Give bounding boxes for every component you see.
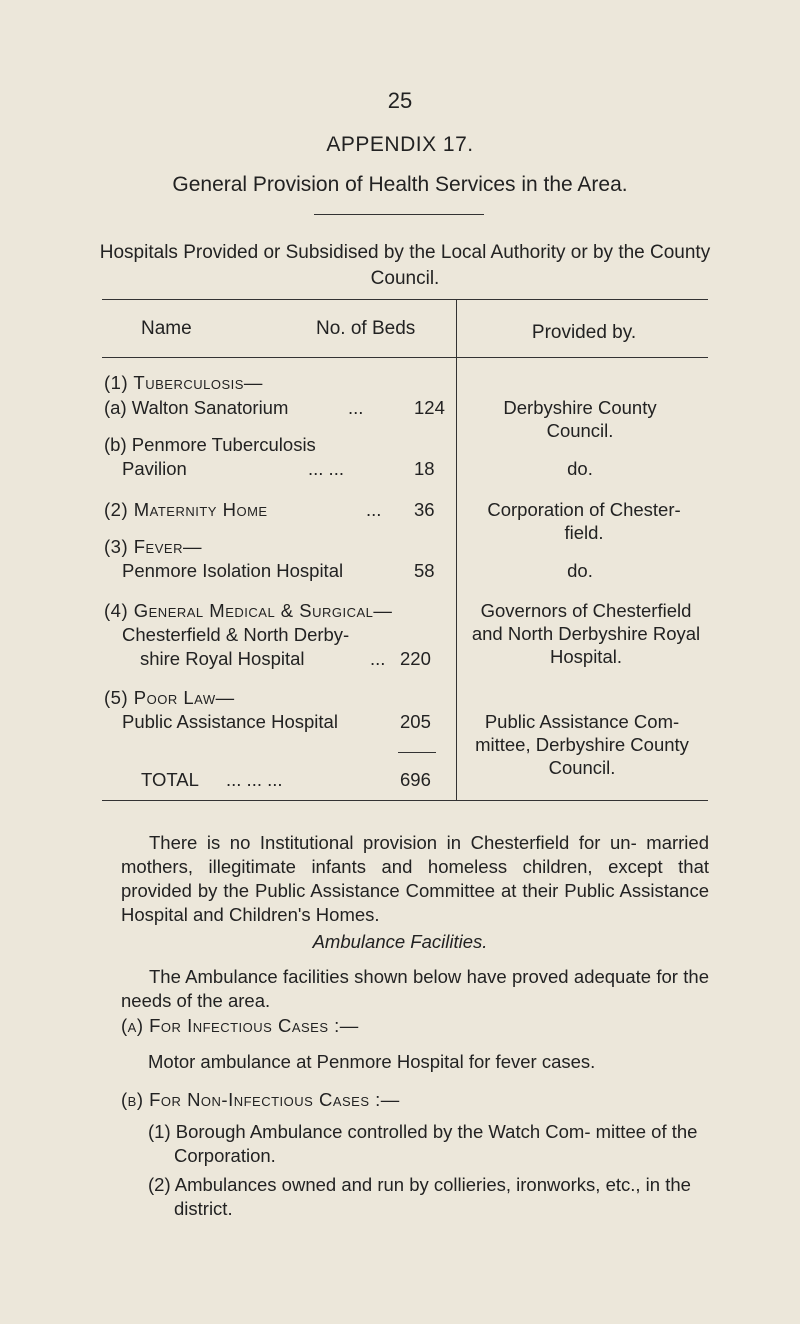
row-walton-dots: ...	[348, 397, 364, 418]
total-beds: 696	[400, 769, 431, 790]
institutional-paragraph: There is no Institutional provision in Chesterfield for un- married mothers, illegitimate infants and homeless children, except that provided by the Public Assistance Committee at their Public Assistance Hospital and Children's Homes.	[121, 832, 709, 925]
row-fever-provider: do.	[567, 560, 593, 581]
table-header-rule	[102, 357, 708, 358]
header-provided-by: Provided by.	[531, 322, 637, 343]
row-walton-provider: Derbyshire County Council.	[503, 397, 657, 441]
row-penmore-tb-dots: ... ...	[308, 458, 344, 479]
fever-heading: (3) Fever—	[104, 536, 202, 557]
page-number: 25	[387, 88, 413, 113]
row-poorlaw-name: Public Assistance Hospital	[122, 711, 338, 732]
non-infectious-label-text: (b) For Non-Infectious Cases :—	[121, 1089, 400, 1110]
row-penmore-tb-beds: 18	[414, 458, 435, 479]
maternity-name: (2) Maternity Home	[104, 499, 268, 520]
infectious-text: Motor ambulance at Penmore Hospital for fever cases.	[148, 1051, 596, 1072]
infectious-label-text: (a) For Infectious Cases :—	[121, 1015, 359, 1036]
short-divider	[314, 214, 484, 215]
row-general-heading	[104, 599, 392, 622]
row-fever-name: Penmore Isolation Hospital	[122, 560, 344, 581]
header-beds: No. of Beds	[316, 318, 416, 339]
tuberculosis-heading: (1) Tuberculosis—	[104, 372, 263, 393]
row-general-provider: Governors of Chesterfield and North Derbyshire Royal Hospital.	[471, 600, 701, 667]
poorlaw-heading: (5) Poor Law—	[104, 687, 235, 708]
row-general-name-line1: Chesterfield & North Derby-	[122, 624, 350, 645]
row-general-beds: 220	[400, 648, 431, 669]
row-poorlaw-beds: 205	[400, 711, 431, 732]
row-walton-beds: 124	[414, 397, 445, 418]
row-penmore-tb-name-line2: Pavilion	[122, 458, 187, 479]
total-label: TOTAL	[141, 769, 199, 790]
row-general-name-line2: shire Royal Hospital	[140, 648, 305, 669]
total-dots: ... ... ...	[226, 769, 283, 790]
header-name: Name	[141, 318, 192, 339]
table-column-divider	[456, 299, 457, 801]
row-tuberculosis-heading	[104, 371, 263, 394]
infectious-label	[121, 1014, 359, 1038]
row-maternity-dots: ...	[366, 499, 382, 520]
ambulance-heading: Ambulance Facilities.	[312, 931, 488, 952]
row-maternity-name	[104, 498, 268, 521]
row-fever-heading	[104, 535, 202, 558]
row-penmore-tb-name-line1: (b) Penmore Tuberculosis	[104, 434, 316, 455]
row-walton-name: (a) Walton Sanatorium	[104, 397, 289, 418]
row-fever-beds: 58	[414, 560, 435, 581]
row-general-dots: ...	[370, 648, 386, 669]
total-sum-rule	[398, 752, 436, 753]
non-infectious-item-1: (1) Borough Ambulance controlled by the Watch Com- mittee of the Corporation.	[148, 1121, 698, 1166]
general-heading: (4) General Medical & Surgical—	[104, 600, 393, 621]
general-title: General Provision of Health Services in the Area.	[172, 173, 628, 196]
ambulance-paragraph: The Ambulance facilities shown below have proved adequate for the needs of the area.	[121, 966, 709, 1011]
table-top-rule	[102, 299, 708, 300]
non-infectious-item-2: (2) Ambulances owned and run by collieries, ironworks, etc., in the district.	[148, 1174, 691, 1219]
row-poorlaw-heading	[104, 686, 235, 709]
row-penmore-tb-provider: do.	[567, 458, 593, 479]
appendix-title: APPENDIX 17.	[326, 133, 474, 156]
hospitals-heading: Hospitals Provided or Subsidised by the Local Authority or by the County Council.	[99, 242, 711, 289]
table-bottom-rule	[102, 800, 708, 801]
row-maternity-beds: 36	[414, 499, 435, 520]
row-poorlaw-provider: Public Assistance Com- mittee, Derbyshire County Council.	[475, 711, 689, 778]
non-infectious-label	[121, 1088, 400, 1112]
row-maternity-provider: Corporation of Chester- field.	[487, 499, 681, 543]
